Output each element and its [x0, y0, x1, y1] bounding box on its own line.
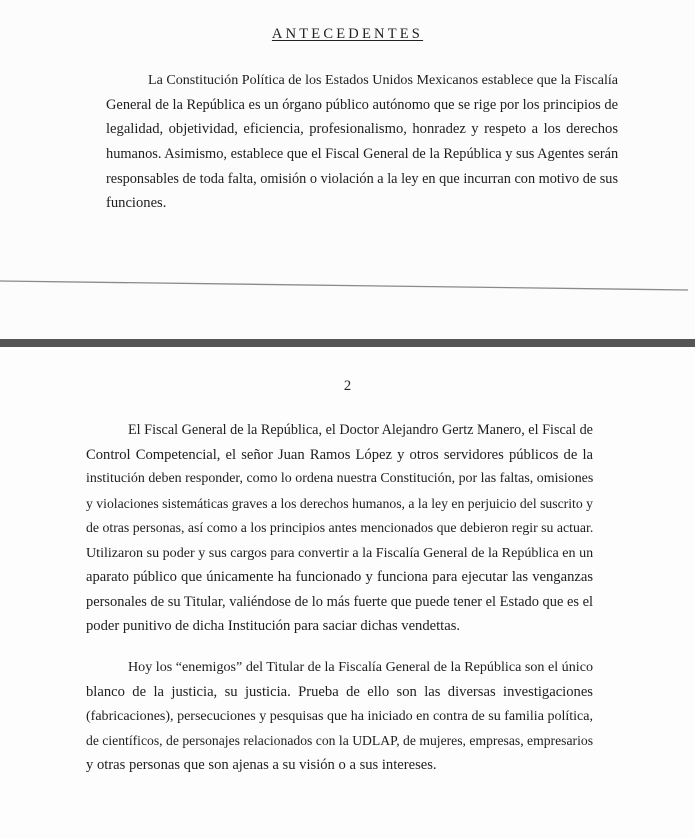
text-line: personales de su Titular, valiéndose de lo más fuerte que puede tener el Estado que es el	[86, 593, 593, 610]
text-line: Utilizaron su poder y sus cargos para convertir a la Fiscalía General de la República en un	[86, 544, 594, 561]
text-line: de otras personas, así como a los principios antes mencionados que debieron regir su actuar.	[86, 520, 594, 536]
text-line: funciones.	[106, 195, 167, 212]
text-line: General de la República es un órgano público autónomo que se rige por los principios de	[106, 96, 618, 113]
text-line: institución deben responder, como lo ordena nuestra Constitución, por las faltas, omisiones	[86, 471, 594, 487]
text-line: poder punitivo de dicha Institución para saciar dichas vendettas.	[86, 618, 461, 635]
text-line: Control Competencial, el señor Juan Ramos López y otros servidores públicos de la	[86, 446, 593, 463]
text-line: El Fiscal General de la República, el Doctor Alejandro Gertz Manero, el Fiscal de	[128, 422, 593, 438]
text-line: y violaciones sistemáticas graves a los derechos humanos, a la ley en perjuicio del suscrito y	[86, 495, 593, 511]
text-line: legalidad, objetividad, eficiencia, profesionalismo, honradez y respeto a los derechos	[106, 121, 618, 138]
page-separator	[0, 339, 695, 347]
text-line: de científicos, de personajes relacionados con la UDLAP, de mujeres, empresas, empresarios	[86, 732, 594, 748]
text-line: responsables de toda falta, omisión o violación a la ley en que incurran con motivo de sus	[106, 170, 619, 187]
text-line: blanco de la justicia, su justicia. Prueba de ello son las diversas investigaciones	[86, 683, 593, 700]
page-number: 2	[343, 378, 352, 394]
body-paragraph-1	[86, 418, 593, 639]
text-line: aparato público que únicamente ha funcionado y funciona para ejecutar las venganzas	[86, 569, 593, 586]
document-page-1	[0, 0, 695, 339]
text-line: y otras personas que son ajenas a su visión o a sus intereses.	[86, 757, 437, 774]
section-heading: ANTECEDENTES	[271, 26, 424, 42]
horizontal-rule	[0, 281, 688, 290]
antecedentes-paragraph	[106, 68, 618, 216]
body-paragraph-2	[86, 655, 593, 778]
text-line: Hoy los “enemigos” del Titular de la Fiscalía General de la República son el único	[128, 659, 593, 675]
text-line: humanos. Asimismo, establece que el Fiscal General de la República y sus Agentes serán	[106, 146, 619, 163]
text-line: La Constitución Política de los Estados Unidos Mexicanos establece que la Fiscalía	[148, 72, 618, 88]
text-line: (fabricaciones), persecuciones y pesquisas que ha iniciado en contra de su familia política,	[86, 708, 593, 725]
document-page-2	[0, 347, 695, 838]
